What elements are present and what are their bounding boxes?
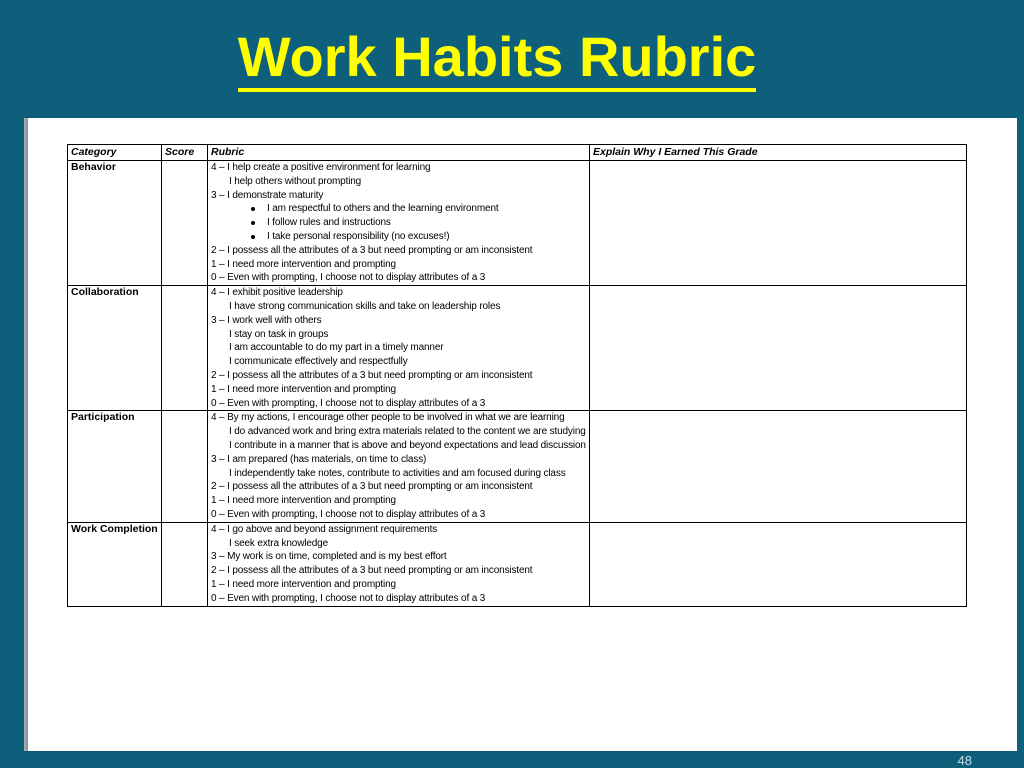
rubric-line: 0 – Even with prompting, I choose not to display attributes of a 3 — [211, 592, 486, 604]
rubric-line: 4 – I help create a positive environment for learning — [211, 162, 431, 173]
rubric-table — [67, 144, 967, 607]
rubric-cell — [208, 522, 590, 606]
document-page — [28, 118, 1017, 751]
explain-cell[interactable] — [590, 522, 967, 606]
rubric-line: I communicate effectively and respectfully — [229, 356, 408, 368]
table-row-work-completion — [68, 522, 967, 606]
rubric-line: 3 – My work is on time, completed and is my best effort — [211, 551, 447, 563]
rubric-bullet-line — [211, 216, 586, 230]
rubric-line: I have strong communication skills and take on leadership roles — [229, 300, 501, 312]
rubric-line: 4 – By my actions, I encourage other people to be involved in what we are learning — [211, 412, 565, 424]
page-number: 48 — [957, 753, 972, 768]
explain-cell[interactable] — [590, 161, 967, 286]
rubric-line: 1 – I need more intervention and prompting — [211, 383, 396, 395]
score-cell[interactable] — [162, 411, 208, 522]
rubric-cell — [208, 161, 590, 286]
score-cell[interactable] — [162, 522, 208, 606]
rubric-line: 0 – Even with prompting, I choose not to display attributes of a 3 — [211, 508, 486, 520]
rubric-line: 2 – I possess all the attributes of a 3 but need prompting or am inconsistent — [211, 565, 533, 577]
rubric-line: 1 – I need more intervention and prompting — [211, 578, 396, 590]
rubric-line: 3 – I demonstrate maturity — [211, 189, 324, 201]
rubric-line: 3 – I work well with others — [211, 314, 322, 326]
rubric-line: 2 – I possess all the attributes of a 3 but need prompting or am inconsistent — [211, 369, 533, 381]
slide-title — [0, 22, 994, 92]
rubric-line: I stay on task in groups — [229, 328, 329, 340]
header-score: Score — [162, 145, 208, 161]
score-cell[interactable] — [162, 161, 208, 286]
rubric-line: 1 – I need more intervention and prompting — [211, 258, 396, 270]
category-cell: Work Completion — [68, 522, 162, 606]
rubric-bullet-text: I take personal responsibility (no excuses!) — [267, 230, 450, 242]
rubric-line: 2 – I possess all the attributes of a 3 but need prompting or am inconsistent — [211, 481, 533, 493]
table-row-behavior — [68, 161, 967, 286]
rubric-cell — [208, 286, 590, 411]
rubric-line: 3 – I am prepared (has materials, on time to class) — [211, 453, 427, 465]
rubric-bullet-text: I am respectful to others and the learning environment — [267, 203, 499, 215]
rubric-line: I independently take notes, contribute to activities and am focused during class — [229, 467, 566, 479]
rubric-line: 4 – I go above and beyond assignment requirements — [211, 523, 438, 535]
rubric-bullet-line — [211, 202, 586, 216]
table-header-row — [68, 145, 967, 161]
rubric-line: I help others without prompting — [229, 175, 362, 187]
category-cell: Participation — [68, 411, 162, 522]
rubric-line: 4 – I exhibit positive leadership — [211, 287, 343, 299]
rubric-line: I seek extra knowledge — [229, 537, 328, 549]
table-row-participation — [68, 411, 967, 522]
rubric-line: 2 – I possess all the attributes of a 3 but need prompting or am inconsistent — [211, 244, 533, 256]
rubric-line: 1 – I need more intervention and prompting — [211, 495, 396, 507]
category-cell: Collaboration — [68, 286, 162, 411]
explain-cell[interactable] — [590, 411, 967, 522]
rubric-line: I do advanced work and bring extra materials related to the content we are studying — [229, 426, 586, 438]
rubric-bullet-line — [211, 230, 586, 244]
rubric-cell — [208, 411, 590, 522]
rubric-line: I am accountable to do my part in a timely manner — [229, 342, 444, 354]
score-cell[interactable] — [162, 286, 208, 411]
rubric-line: I contribute in a manner that is above and beyond expectations and lead discussion — [229, 439, 586, 451]
slide-title-text: Work Habits Rubric — [238, 25, 757, 92]
category-cell: Behavior — [68, 161, 162, 286]
header-explain: Explain Why I Earned This Grade — [590, 145, 967, 161]
header-category: Category — [68, 145, 162, 161]
table-row-collaboration — [68, 286, 967, 411]
rubric-line: 0 – Even with prompting, I choose not to display attributes of a 3 — [211, 272, 486, 284]
explain-cell[interactable] — [590, 286, 967, 411]
rubric-bullet-text: I follow rules and instructions — [267, 217, 391, 229]
header-rubric: Rubric — [208, 145, 590, 161]
rubric-line: 0 – Even with prompting, I choose not to display attributes of a 3 — [211, 397, 486, 409]
